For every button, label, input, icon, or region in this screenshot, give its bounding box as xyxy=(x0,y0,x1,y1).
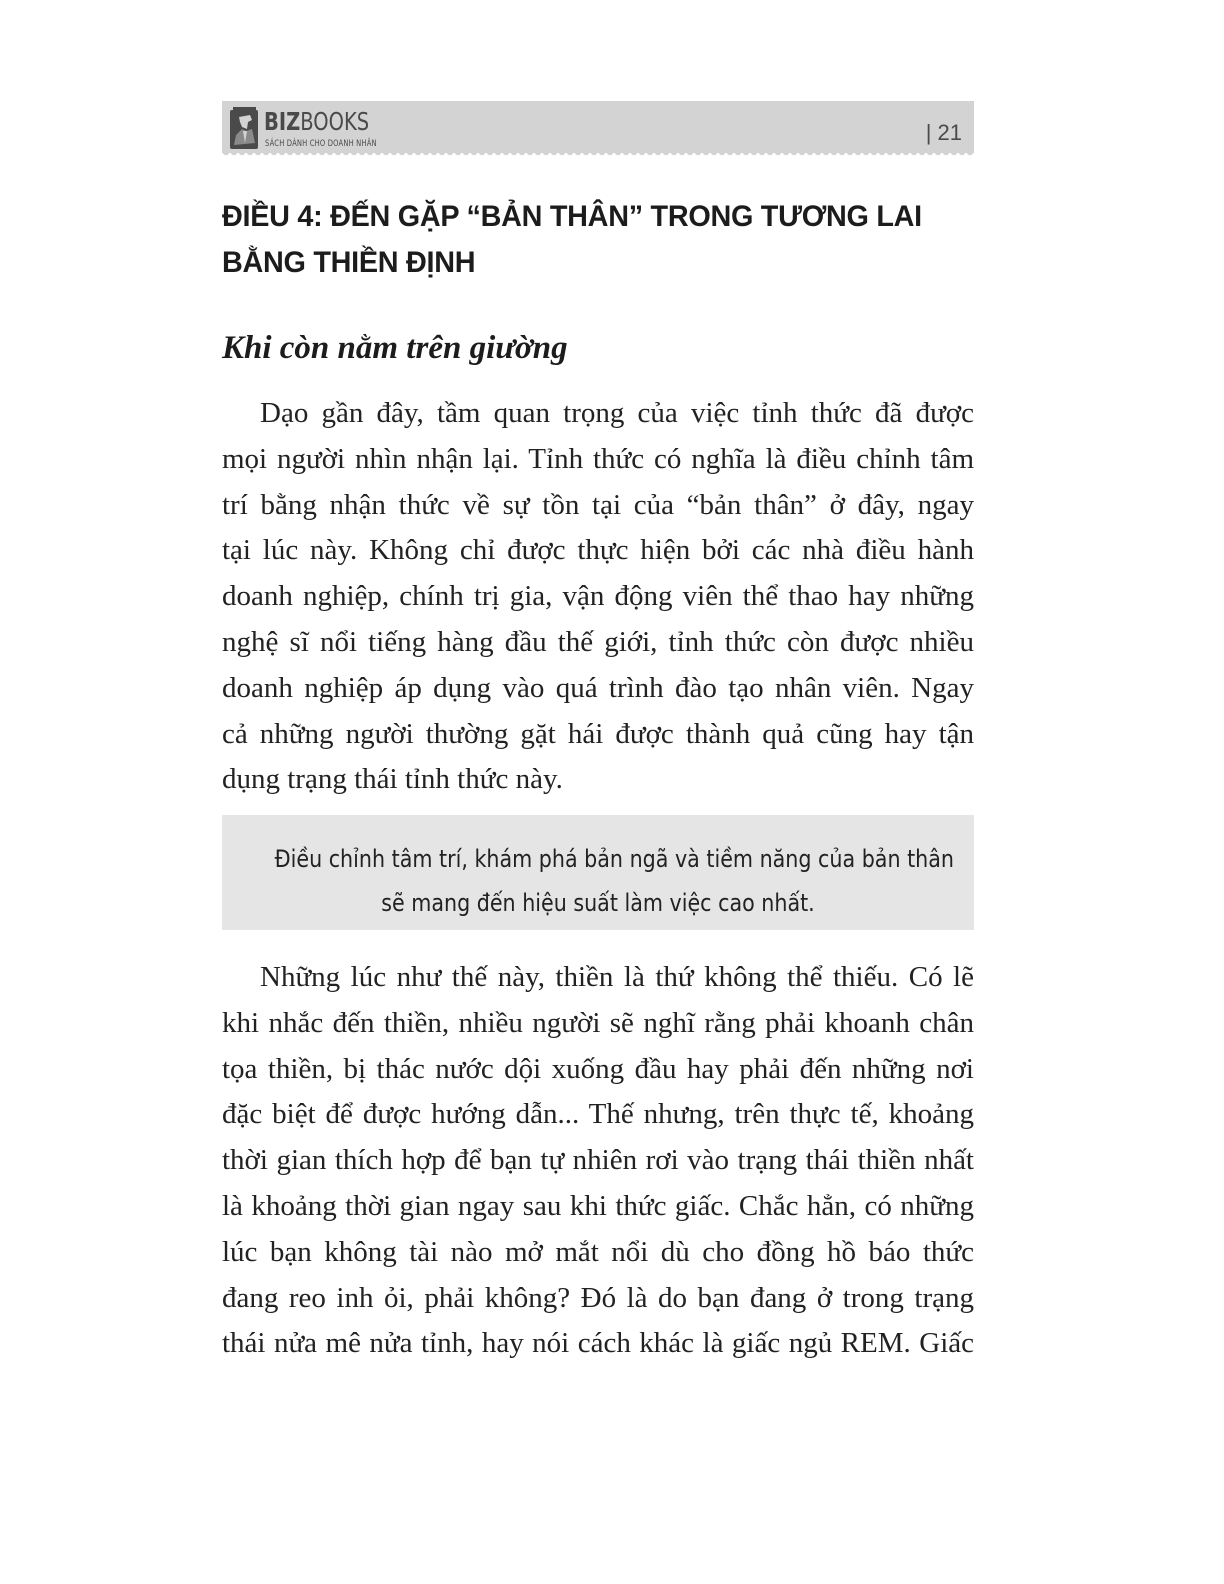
paragraph-1 xyxy=(222,391,974,803)
section-heading: Khi còn nằm trên giường xyxy=(222,330,568,366)
paragraph-line: đang reo inh ỏi, phải không? Đó là do bạn đang ở trong trạng xyxy=(222,1281,974,1314)
paragraph-line: mọi người nhìn nhận lại. Tỉnh thức có nghĩa là điều chỉnh tâm xyxy=(222,442,974,475)
paragraph-line: lúc bạn không tài nào mở mắt nổi dù cho đồng hồ báo thức xyxy=(222,1235,974,1268)
paragraph-line: Dạo gần đây, tầm quan trọng của việc tỉnh thức đã được xyxy=(260,397,974,429)
paragraph-line: là khoảng thời gian ngay sau khi thức giấc. Chắc hẳn, có những xyxy=(222,1189,974,1222)
page-number: | 21 xyxy=(925,120,962,145)
paragraph-line: thái nửa mê nửa tỉnh, hay nói cách khác là giấc ngủ REM. Giấc xyxy=(222,1327,974,1360)
page-header xyxy=(222,101,974,153)
paragraph-line: cả những người thường gặt hái được thành quả cũng hay tận xyxy=(222,717,974,750)
paragraph-line: trí bằng nhận thức về sự tồn tại của “bản thân” ở đây, ngay xyxy=(222,488,974,521)
chapter-title-line-1: ĐIỀU 4: ĐẾN GẶP “BẢN THÂN” TRONG TƯƠNG LAI xyxy=(222,200,922,233)
bookman-logo-icon xyxy=(230,107,258,149)
paragraph-2 xyxy=(222,955,974,1367)
brand-logo xyxy=(264,108,369,136)
callout-line-1: Điều chỉnh tâm trí, khám phá bản ngã và tiềm năng của bản thân xyxy=(274,845,954,873)
brand-tagline: SÁCH DÀNH CHO DOANH NHÂN xyxy=(265,139,377,149)
brand-light: BOOKS xyxy=(300,107,370,136)
callout-box xyxy=(222,815,974,930)
paragraph-line: đặc biệt để được hướng dẫn... Thế nhưng, trên thực tế, khoảng xyxy=(222,1098,974,1131)
callout-text xyxy=(274,837,954,925)
paragraph-line: khi nhắc đến thiền, nhiều người sẽ nghĩ rằng phải khoanh chân xyxy=(222,1006,974,1039)
paragraph-line: tọa thiền, bị thác nước dội xuống đầu hay phải đến những nơi xyxy=(222,1052,974,1085)
header-scalloped-edge xyxy=(222,152,974,158)
paragraph-line: Những lúc như thế này, thiền là thứ không thể thiếu. Có lẽ xyxy=(260,961,974,993)
paragraph-line: thời gian thích hợp để bạn tự nhiên rơi vào trạng thái thiền nhất xyxy=(222,1144,974,1177)
paragraph-line: doanh nghiệp áp dụng vào quá trình đào tạo nhân viên. Ngay xyxy=(222,671,974,704)
paragraph-line: dụng trạng thái tỉnh thức này. xyxy=(222,763,563,796)
chapter-title-line-2: BẰNG THIỀN ĐỊNH xyxy=(222,246,476,279)
paragraph-line: doanh nghiệp, chính trị gia, vận động viên thể thao hay những xyxy=(222,580,974,613)
paragraph-line: nghệ sĩ nổi tiếng hàng đầu thế giới, tỉnh thức còn được nhiều xyxy=(222,625,974,658)
chapter-title xyxy=(222,194,952,286)
callout-line-2: sẽ mang đến hiệu suất làm việc cao nhất. xyxy=(381,889,815,917)
brand-bold: BIZ xyxy=(264,107,301,136)
paragraph-line: tại lúc này. Không chỉ được thực hiện bởi các nhà điều hành xyxy=(222,534,974,567)
